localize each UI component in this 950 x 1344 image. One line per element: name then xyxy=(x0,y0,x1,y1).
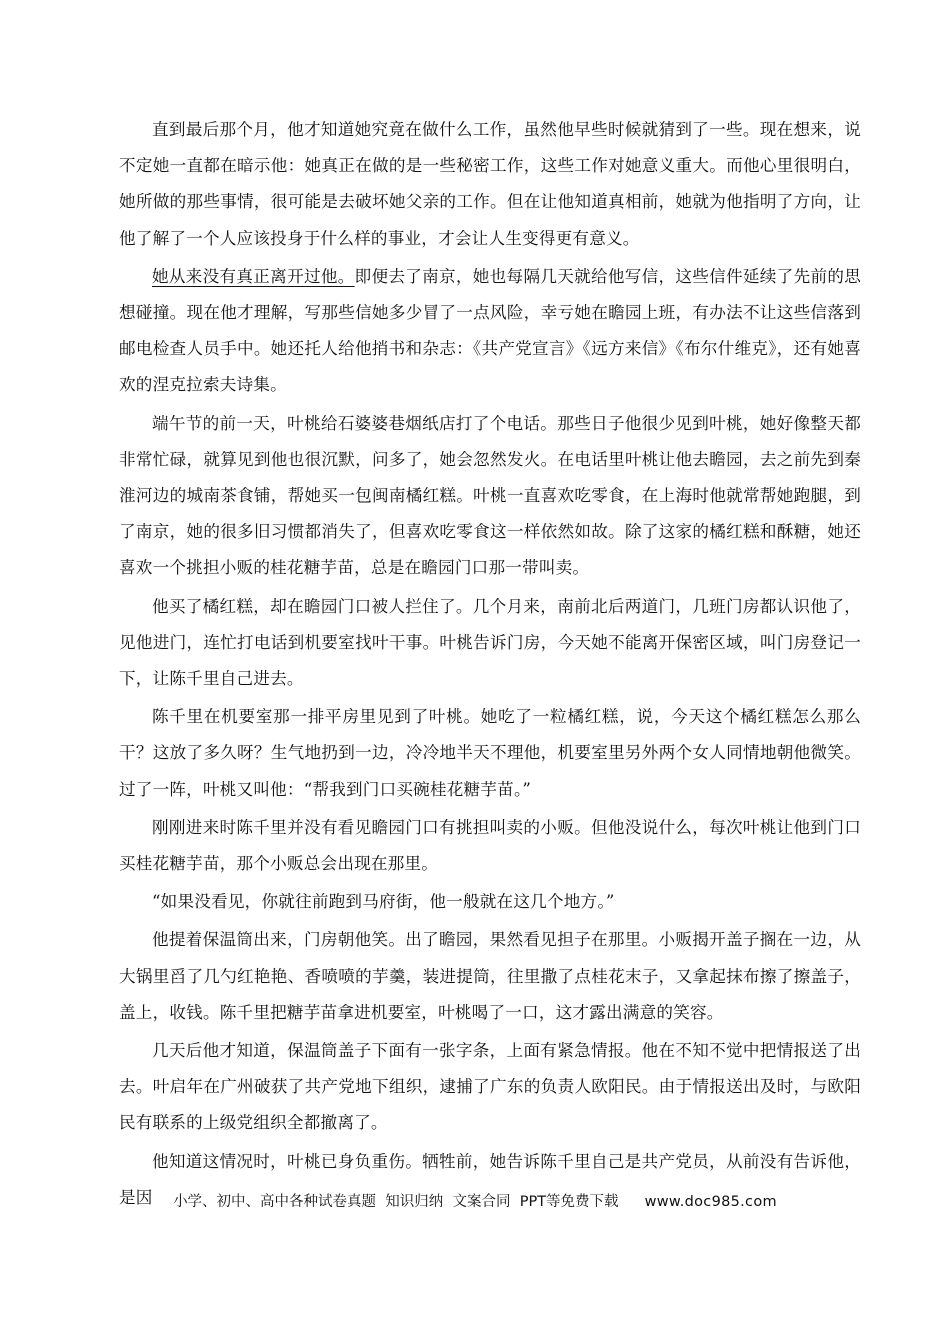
underlined-sentence: 她从来没有真正离开过他。 xyxy=(152,266,355,286)
paragraph-9: 几天后他才知道，保温筒盖子下面有一张字条，上面有紧急情报。他在不知不觉中把情报送了出去。叶启年在广州破获了共产党地下组织，逮捕了广东的负责人欧阳民。由于情报送出及时，与欧阳民有联系的上级党组织全都撤离了。 xyxy=(119,1041,861,1133)
document-body xyxy=(119,112,861,1218)
paragraph-7: “如果没看见，你就往前跑到马府街，他一般就在这几个地方。” xyxy=(152,892,615,912)
paragraph-1: 直到最后那个月，他才知道她究竟在做什么工作，虽然他早些时候就猜到了一些。现在想来，说不定她一直都在暗示他：她真正在做的是一些秘密工作，这些工作对她意义重大。而他心里很明白，她所做的那些事情，很可能是去破坏她父亲的工作。但在让他知道真相前，她就为他指明了方向，让他了解了一个人应该投身于什么样的事业，才会让人生变得更有意义。 xyxy=(119,120,861,248)
paragraph-5: 陈千里在机要室那一排平房里见到了叶桃。她吃了一粒橘红糕，说，今天这个橘红糕怎么那么干？这放了多久呀？生气地扔到一边，冷冷地半天不理他，机要室里另外两个女人同情地朝他微笑。过了一阵，叶桃又叫他：“帮我到门口买碗桂花糖芋苗。” xyxy=(119,707,861,799)
paragraph-10: 他知道这情况时，叶桃已身负重伤。牺牲前，她告诉陈千里自己是共产党员，从前没有告诉他，是因 xyxy=(119,1151,861,1207)
paragraph-2: 她从来没有真正离开过他。即便去了南京，她也每隔几天就给他写信，这些信件延续了先前的思想碰撞。现在他才理解，写那些信她多少冒了一点风险，幸亏她在瞻园上班，有办法不让这些信落到邮电检查人员手中。她还托人给他捎书和杂志：《共产党宣言》《远方来信》《布尔什维克》，还有她喜欢的涅克拉索夫诗集。 xyxy=(119,266,862,395)
footer-site-link[interactable]: www.doc985.com xyxy=(644,1194,777,1210)
paragraph-3: 端午节的前一天，叶桃给石婆婆巷烟纸店打了个电话。那些日子他很少见到叶桃，她好像整天都非常忙碌，就算见到他也很沉默，问多了，她会忽然发火。在电话里叶桃让他去瞻园，去之前先到秦淮河边的城南茶食铺，帮她买一包闽南橘红糕。叶桃一直喜欢吃零食，在上海时他就常帮她跑腿，到了南京，她的很多旧习惯都消失了，但喜欢吃零食这一样依然如故。除了这家的橘红糕和酥糖，她还喜欢一个挑担小贩的桂花糖芋苗，总是在瞻园门口那一带叫卖。 xyxy=(119,413,861,578)
page-footer xyxy=(0,1190,950,1211)
paragraph-4: 他买了橘红糕，却在瞻园门口被人拦住了。几个月来，南前北后两道门，几班门房都认识他了，见他进门，连忙打电话到机要室找叶干事。叶桃告诉门房，今天她不能离开保密区域，叫门房登记一下，让陈千里自己进去。 xyxy=(119,596,861,689)
paragraph-6: 刚刚进来时陈千里并没有看见瞻园门口有挑担叫卖的小贩。但他没说什么，每次叶桃让他到门口买桂花糖芋苗，那个小贩总会出现在那里。 xyxy=(119,817,861,874)
paragraph-8: 他提着保温筒出来，门房朝他笑。出了瞻园，果然看见担子在那里。小贩揭开盖子搁在一边，从大锅里舀了几勺红艳艳、香喷喷的芋羹，装进提筒，往里撒了点桂花末子，又拿起抹布擦了擦盖子，盖上，收钱。陈千里把糖芋苗拿进机要室，叶桃喝了一口，这才露出满意的笑容。 xyxy=(119,930,861,1022)
footer-text: 小学、初中、高中各种试卷真题 知识归纳 文案合同 PPT等免费下载 xyxy=(173,1194,619,1210)
